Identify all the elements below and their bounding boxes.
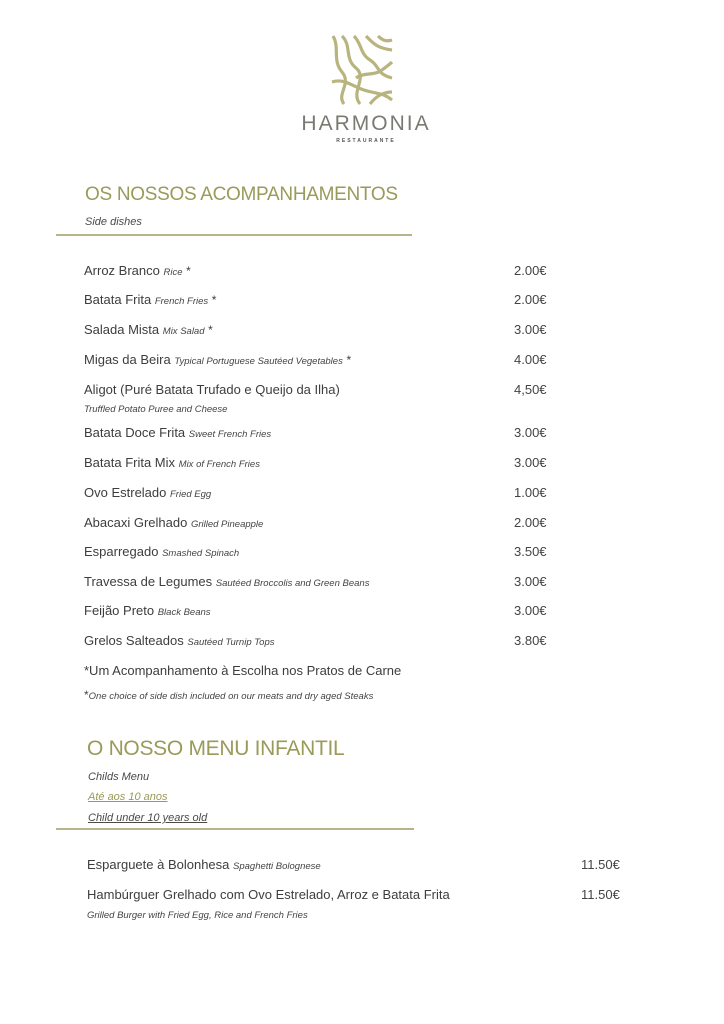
item-english: Mix Salad	[162, 326, 205, 337]
item-name: Batata Frita	[84, 292, 152, 307]
item-english: Typical Portuguese Sautéed Vegetables	[174, 356, 343, 367]
item-name: Grelos Salteados	[84, 633, 184, 648]
list-item	[87, 887, 450, 902]
list-item	[84, 322, 213, 337]
item-name: Ovo Estrelado	[84, 485, 167, 500]
kids-divider	[56, 828, 414, 830]
sides-divider	[56, 234, 412, 236]
item-english: Sweet French Fries	[188, 429, 272, 440]
harmonia-emblem-icon	[330, 34, 394, 106]
list-item	[84, 382, 340, 397]
item-name: Hambúrguer Grelhado com Ovo Estrelado, Arroz e Batata Frita	[87, 887, 450, 902]
item-name: Arroz Branco	[84, 263, 160, 278]
item-english: Grilled Burger with Fried Egg, Rice and French Fries	[87, 910, 308, 921]
side-dish-note: *Um Acompanhamento à Escolha nos Pratos de Carne	[84, 663, 402, 678]
kids-age-en: Child under 10 years old	[88, 812, 208, 824]
item-english: Rice	[163, 267, 183, 278]
note-star: *	[84, 688, 89, 702]
list-item	[84, 515, 263, 530]
sides-title: OS NOSSOS ACOMPANHAMENTOS	[85, 184, 398, 205]
item-star: *	[346, 353, 352, 367]
item-price: 11.50€	[581, 857, 620, 872]
item-name: Esparregado	[84, 544, 159, 559]
list-item	[84, 425, 271, 440]
item-english: Sautéed Broccolis and Green Beans	[215, 578, 370, 589]
list-item	[87, 857, 321, 872]
item-name: Travessa de Legumes	[84, 574, 213, 589]
item-price: 11.50€	[581, 887, 620, 902]
item-price: 3.80€	[514, 633, 547, 648]
item-price: 3.00€	[514, 322, 547, 337]
list-item	[84, 352, 351, 367]
list-item	[84, 263, 191, 278]
item-english: Black Beans	[157, 607, 211, 618]
item-star: *	[186, 264, 191, 278]
item-name: Salada Mista	[84, 322, 160, 337]
item-name: Aligot (Puré Batata Trufado e Queijo da Ilha)	[84, 382, 340, 397]
item-price: 3.50€	[514, 544, 547, 559]
list-item	[84, 603, 211, 618]
item-star: *	[211, 293, 217, 307]
item-english: Spaghetti Bolognese	[233, 861, 321, 872]
item-english: Grilled Pineapple	[190, 519, 264, 530]
item-name: Feijão Preto	[84, 603, 155, 618]
item-price: 3.00€	[514, 455, 547, 470]
note-english-text: One choice of side dish included on our meats and dry aged Steaks	[88, 691, 374, 702]
list-item	[84, 574, 369, 589]
item-price: 1.00€	[514, 485, 547, 500]
item-price: 3.00€	[514, 425, 547, 440]
kids-age-pt: Até aos 10 anos	[88, 791, 168, 803]
list-item	[84, 633, 275, 648]
item-english: Fried Egg	[170, 489, 212, 500]
item-price: 2.00€	[514, 263, 547, 278]
restaurant-logo	[0, 34, 724, 144]
kids-subtitle: Childs Menu	[88, 771, 150, 783]
item-english: Truffled Potato Puree and Cheese	[84, 404, 228, 415]
item-name: Batata Doce Frita	[84, 425, 186, 440]
item-price: 4.00€	[514, 352, 547, 367]
list-item	[84, 544, 239, 559]
item-price: 2.00€	[514, 292, 547, 307]
item-english: Sautéed Turnip Tops	[187, 637, 275, 648]
restaurant-subtitle: RESTAURANTE	[336, 138, 396, 144]
side-dish-note-english	[84, 688, 373, 702]
item-price: 3.00€	[514, 603, 547, 618]
list-item	[84, 455, 260, 470]
sides-subtitle: Side dishes	[85, 216, 142, 228]
item-name: Batata Frita Mix	[84, 455, 176, 470]
list-item	[84, 292, 216, 307]
list-item	[84, 485, 211, 500]
item-english: French Fries	[154, 296, 209, 307]
restaurant-name: HARMONIA	[301, 112, 431, 135]
item-english: Mix of French Fries	[178, 459, 260, 470]
kids-title: O NOSSO MENU INFANTIL	[87, 737, 345, 760]
item-price: 3.00€	[514, 574, 547, 589]
item-price: 2.00€	[514, 515, 547, 530]
item-english: Smashed Spinach	[162, 548, 240, 559]
item-name: Esparguete à Bolonhesa	[87, 857, 230, 872]
item-name: Abacaxi Grelhado	[84, 515, 188, 530]
item-price: 4,50€	[514, 382, 547, 397]
item-star: *	[208, 323, 213, 337]
item-name: Migas da Beira	[84, 352, 171, 367]
